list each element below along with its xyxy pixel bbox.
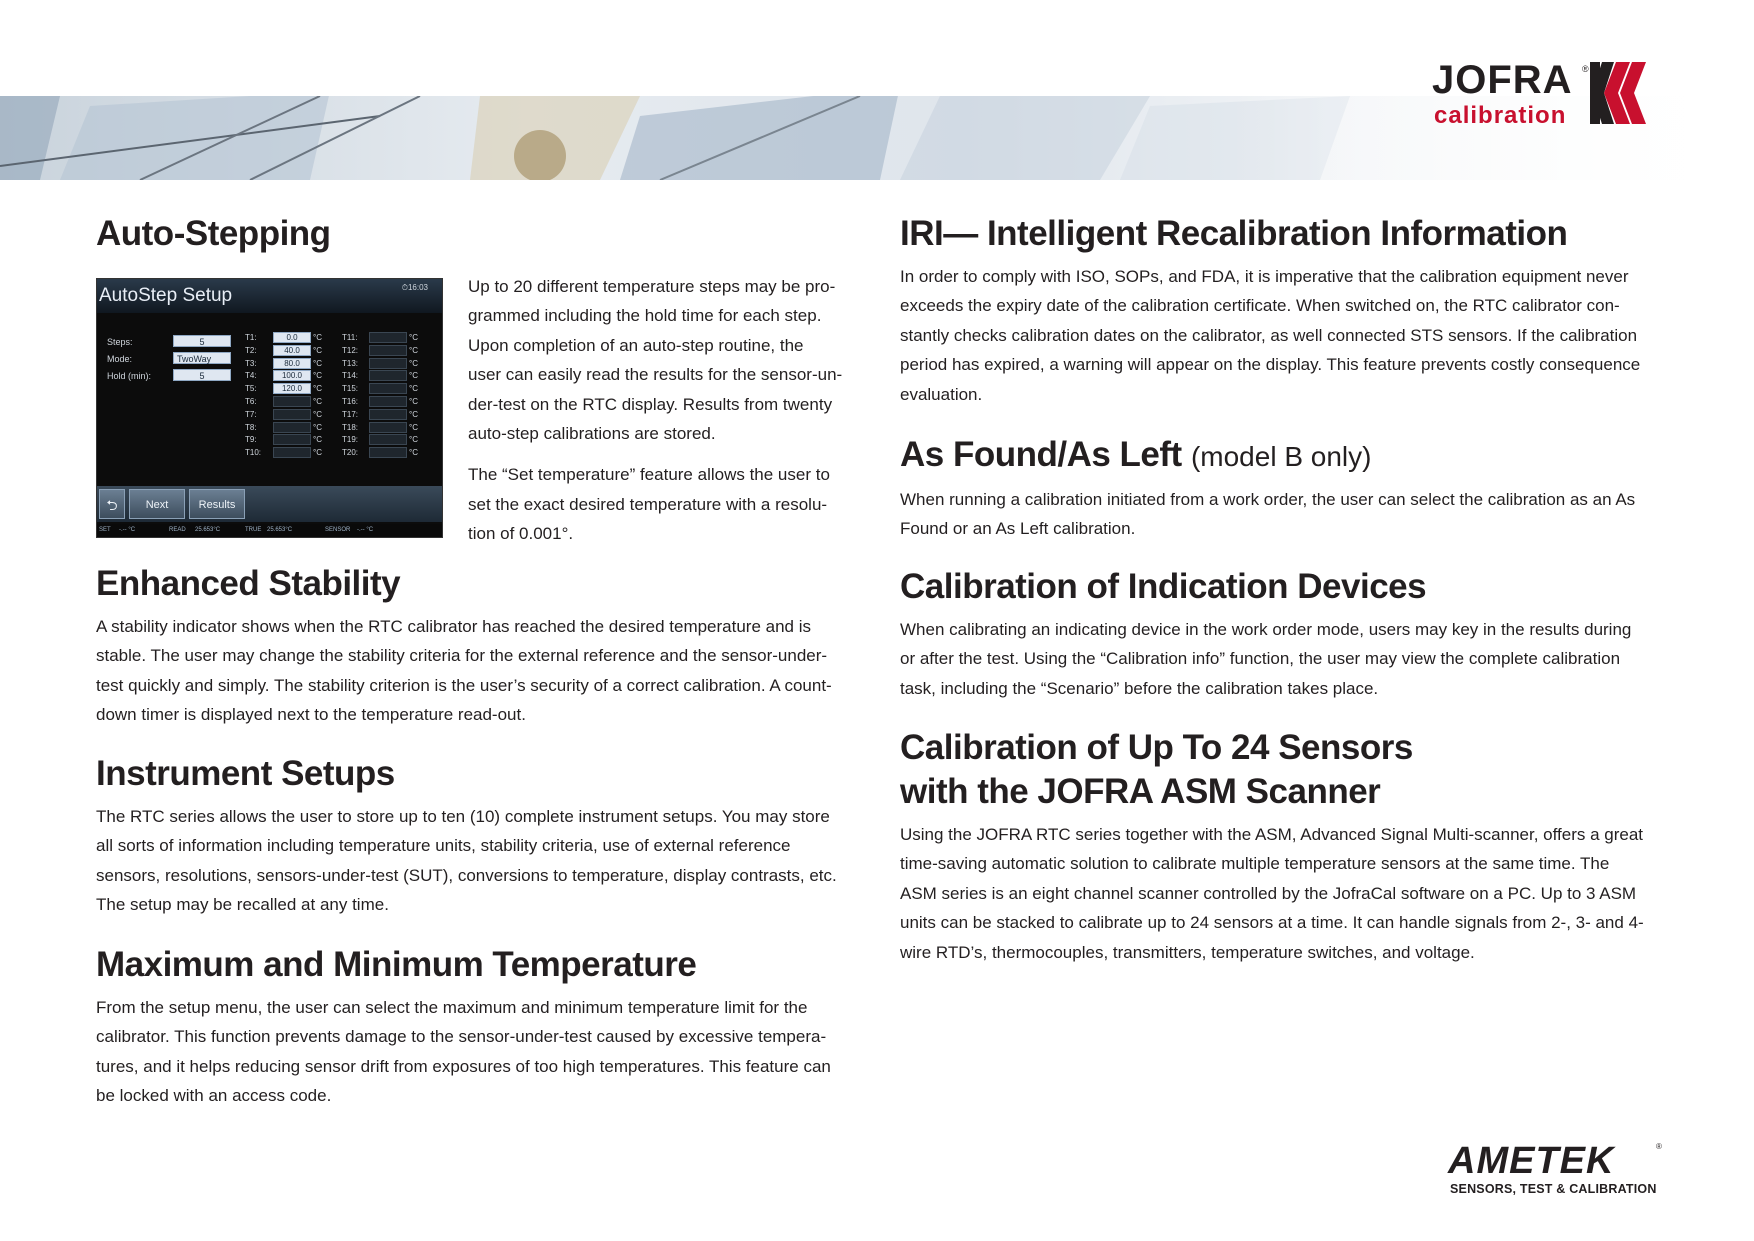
hold-label: Hold (min): (107, 371, 152, 381)
temp-step-label: T15: (342, 384, 359, 394)
temp-unit-label: °C (409, 397, 418, 406)
section-enhanced-stability (96, 562, 862, 730)
section-24-sensors (900, 726, 1670, 967)
temp-step-field: 80.0 (273, 358, 311, 369)
mode-label: Mode: (107, 354, 133, 364)
temp-step-field (369, 434, 407, 445)
heading-enhanced-stability: Enhanced Stability (96, 564, 401, 603)
temp-unit-label: °C (313, 397, 322, 406)
temp-unit-label: °C (409, 371, 418, 381)
steps-label: Steps: (107, 337, 133, 347)
text-line: wire RTD’s, thermocouples, transmitters, temperature switches, and voltage. (900, 942, 1475, 962)
jofra-registered-mark: ® (1582, 64, 1589, 74)
temp-step-field (369, 383, 407, 394)
temp-step-label: T12: (342, 345, 359, 355)
temp-unit-label: °C (313, 384, 322, 394)
temp-step-field (369, 370, 407, 381)
instrument-setups-paragraph (96, 802, 862, 920)
temp-step-field: 0.0 (273, 332, 311, 343)
temp-step-field: 120.0 (273, 383, 311, 394)
text-line: period has expired, a warning will appear on the display. This feature prevents costly consequence (900, 355, 1641, 375)
temp-step-label: T7: (245, 409, 257, 419)
text-line: Up to 20 different temperature steps may be pro- (468, 277, 836, 296)
heading-iri: IRI— Intelligent Recalibration Information (900, 214, 1568, 253)
temp-step-label: T13: (342, 358, 359, 368)
temp-step-field (369, 396, 407, 407)
24-sensors-paragraph (900, 820, 1670, 967)
heading-max-min-temperature: Maximum and Minimum Temperature (96, 945, 697, 984)
temp-step-field (273, 447, 311, 458)
iri-paragraph (900, 262, 1670, 409)
heading-instrument-setups: Instrument Setups (96, 754, 395, 793)
text-line: user can easily read the results for the sensor-un- (468, 365, 843, 385)
indication-devices-paragraph (900, 615, 1670, 703)
section-indication-devices (900, 565, 1670, 703)
temp-step-label: T3: (245, 358, 257, 368)
temp-unit-label: °C (313, 333, 322, 342)
text-line: tion of 0.001°. (468, 524, 574, 544)
text-line: or after the test. Using the “Calibration info” function, the user may view the complete calibration (900, 649, 1621, 669)
text-line: set the exact desired temperature with a resolu- (468, 494, 828, 514)
enhanced-stability-paragraph (96, 612, 862, 730)
heading-24-sensors-line-2: with the JOFRA ASM Scanner (900, 772, 1381, 811)
temp-step-field (369, 409, 407, 420)
temp-step-field (273, 409, 311, 420)
screenshot-clock: ⏱16:03 (401, 283, 428, 292)
back-icon: ⮌ (99, 489, 125, 519)
temp-step-field (369, 332, 407, 343)
text-line: Using the JOFRA RTC series together with the ASM, Advanced Signal Multi-scanner, offers a great (900, 825, 1644, 844)
temp-step-field (273, 422, 311, 433)
text-line: From the setup menu, the user can select the maximum and minimum temperature limit for the (96, 998, 808, 1017)
temp-unit-label: °C (409, 409, 418, 419)
temp-step-label: T5: (245, 384, 257, 394)
max-min-paragraph (96, 993, 862, 1111)
temp-unit-label: °C (409, 384, 418, 394)
temp-step-field (369, 447, 407, 458)
temp-step-label: T20: (342, 448, 359, 458)
status-set-value: -.-- °C (119, 527, 136, 533)
temp-unit-label: °C (313, 422, 322, 432)
screenshot-title: AutoStep Setup (99, 285, 233, 306)
as-found-paragraph (900, 485, 1670, 544)
jofra-logo-subtitle: calibration (1434, 102, 1567, 129)
text-line: der-test on the RTC display. Results from twenty (468, 394, 833, 414)
status-read-value: 25.653°C (195, 527, 221, 533)
text-line: sensors, resolutions, sensors-under-test (SUT), conversions to temperature, display contrasts, etc. (96, 865, 837, 885)
temp-unit-label: °C (409, 345, 418, 355)
temp-unit-label: °C (409, 422, 418, 432)
status-sensor-value: -.-- °C (357, 527, 374, 533)
temp-step-label: T4: (245, 371, 257, 381)
text-line: down timer is displayed next to the temperature read-out. (96, 705, 526, 725)
status-true-label: TRUE (245, 527, 262, 533)
text-line: When running a calibration initiated from a work order, the user can select the calibration as an As (900, 490, 1636, 509)
temp-step-label: T11: (342, 333, 358, 342)
temp-step-field (369, 358, 407, 369)
text-line: Found or an As Left calibration. (900, 519, 1136, 539)
hold-field: 5 (173, 369, 231, 381)
temp-unit-label: °C (409, 448, 418, 458)
temp-step-label: T6: (245, 397, 257, 406)
steps-field: 5 (173, 335, 231, 347)
text-line: units can be stacked to calibrate up to 24 sensors at a time. It can handle signals from 2-, 3- and 4- (900, 913, 1644, 933)
text-line: When calibrating an indicating device in the work order mode, users may key in the results during (900, 620, 1632, 639)
section-auto-stepping (96, 212, 862, 544)
temp-unit-label: °C (409, 435, 418, 445)
temp-unit-label: °C (313, 358, 322, 368)
heading-indication-devices: Calibration of Indication Devices (900, 567, 1427, 606)
temp-unit-label: °C (313, 448, 322, 458)
text-line: The “Set temperature” feature allows the user to (468, 465, 830, 485)
temp-step-field (273, 434, 311, 445)
text-line: In order to comply with ISO, SOPs, and FDA, it is imperative that the calibration equipment never (900, 267, 1629, 286)
temp-step-label: T16: (342, 397, 359, 406)
temp-step-label: T9: (245, 435, 257, 445)
jofra-k-mark-icon (1590, 62, 1654, 128)
heading-auto-stepping: Auto-Stepping (96, 214, 331, 253)
ametek-logo (1448, 1140, 1670, 1196)
temp-step-field (369, 422, 407, 433)
section-as-found-as-left (900, 433, 1670, 544)
text-line: A stability indicator shows when the RTC calibrator has reached the desired temperature and is (96, 617, 812, 636)
temp-unit-label: °C (313, 435, 322, 445)
status-set-label: SET (99, 527, 111, 533)
temp-step-field: 100.0 (273, 370, 311, 381)
jofra-logo (1432, 58, 1654, 128)
text-line: task, including the “Scenario” before the calibration takes place. (900, 678, 1379, 698)
temp-step-field (369, 345, 407, 356)
temp-unit-label: °C (409, 333, 418, 342)
ametek-logo-subtitle: SENSORS, TEST & CALIBRATION (1450, 1182, 1657, 1196)
text-line: The setup may be recalled at any time. (96, 895, 389, 915)
temp-unit-label: °C (313, 409, 322, 419)
text-line: grammed including the hold time for each step. (468, 306, 822, 326)
temp-step-label: T2: (245, 345, 257, 355)
text-line: calibrator. This function prevents damage to the sensor-under-test caused by excessive tempera- (96, 1027, 827, 1047)
heading-as-found-as-left (900, 433, 1670, 479)
text-line: stantly checks calibration dates on the calibrator, as well connected STS sensors. If the calibration (900, 325, 1638, 345)
text-line: stable. The user may change the stability criteria for the external reference and the sensor-under- (96, 646, 828, 666)
status-sensor-label: SENSOR (325, 527, 351, 533)
auto-stepping-text (468, 272, 862, 549)
text-line: ASM series is an eight channel scanner controlled by the JofraCal software on a PC. Up to 3 ASM (900, 883, 1637, 903)
autostep-setup-screenshot (96, 278, 443, 538)
heading-24-sensors-line-1: Calibration of Up To 24 Sensors (900, 728, 1413, 767)
screenshot-status-bar (97, 524, 442, 538)
temp-step-label: T8: (245, 422, 257, 432)
text-line: all sorts of information including temperature units, stability criteria, use of external reference (96, 836, 791, 856)
temp-step-label: T14: (342, 371, 359, 381)
text-line: auto-step calibrations are stored. (468, 424, 716, 444)
temp-step-label: T10: (245, 448, 262, 458)
auto-stepping-paragraph-2 (468, 460, 862, 548)
temp-unit-label: °C (409, 358, 418, 368)
text-line: time-saving automatic solution to calibrate multiple temperature sensors at the same time. The (900, 854, 1610, 874)
ametek-logo-word: AMETEK (1448, 1140, 1615, 1182)
text-line: evaluation. (900, 384, 983, 404)
mode-select: TwoWay (173, 352, 231, 364)
temp-unit-label: °C (313, 371, 322, 381)
text-line: Upon completion of an auto-step routine, the (468, 335, 804, 355)
text-line: tures, and it helps reducing sensor drift from exposures of too high temperatures. This feature can (96, 1056, 831, 1076)
text-line: exceeds the expiry date of the calibration certificate. When switched on, the RTC calibrator con- (900, 296, 1620, 316)
section-instrument-setups (96, 752, 862, 920)
heading-as-found-main: As Found/As Left (900, 435, 1182, 474)
results-button: Results (189, 489, 245, 519)
temp-step-label: T19: (342, 435, 359, 445)
section-iri (900, 212, 1670, 409)
temp-unit-label: °C (313, 345, 322, 355)
next-button: Next (129, 489, 185, 519)
ametek-registered-mark: ® (1656, 1142, 1662, 1151)
status-read-label: READ (169, 527, 186, 533)
temp-step-label: T17: (342, 409, 359, 419)
temp-step-label: T1: (245, 333, 257, 342)
heading-as-found-suffix: (model B only) (1190, 441, 1372, 472)
status-true-value: 25.653°C (267, 527, 293, 533)
temp-step-label: T18: (342, 422, 359, 432)
section-max-min-temperature (96, 943, 862, 1111)
temp-step-field: 40.0 (273, 345, 311, 356)
text-line: test quickly and simply. The stability criterion is the user’s security of a correct calibration. A count- (96, 675, 832, 695)
temp-step-field (273, 396, 311, 407)
text-line: The RTC series allows the user to store up to ten (10) complete instrument setups. You may store (96, 807, 830, 826)
auto-stepping-paragraph-1 (468, 272, 862, 448)
text-line: be locked with an access code. (96, 1086, 332, 1106)
jofra-logo-word: JOFRA (1432, 58, 1573, 102)
